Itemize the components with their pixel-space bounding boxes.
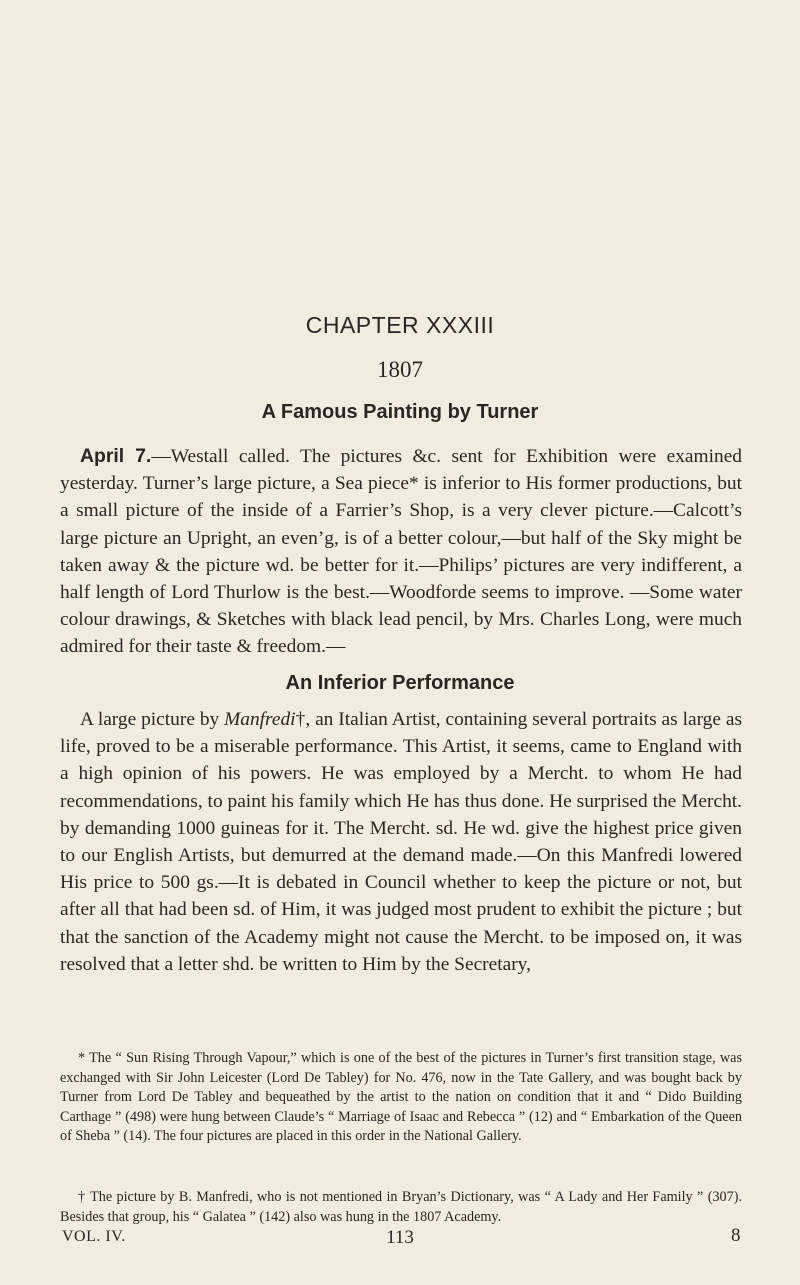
- date-lead: April 7.: [80, 445, 152, 467]
- paragraph-text-rest: , an Italian Artist, containing several portraits as large as life, proved to be a miserable performance. This Artist, it seems, came to England with a high opinion of his powers. He was employed by a Mercht. to whom He had recommendations, to paint his family which He has thus done. He surprised the Mercht. by demanding 1000 guineas for it. The Mercht. sd. He wd. give the highest price given to our English Artists, but demurred at the demand made.—On this Manfredi lowered His price to 500 gs.—It is debated in Council whether to keep the picture or not, but after all that had been sd. of Him, it was judged most prudent to exhibit the picture ; but that the sanction of the Academy might not cause the Mercht. to be imposed on, it was resolved that a letter shd. be written to Him by the Secretary,: [60, 709, 743, 975]
- artist-name: Manfredi: [224, 709, 296, 730]
- paragraph-text-start: A large picture by: [80, 709, 225, 730]
- section-heading-inferior-performance: An Inferior Performance: [285, 672, 515, 694]
- page-number: 113: [386, 1227, 414, 1248]
- chapter-title: CHAPTER XXXIII: [305, 312, 495, 338]
- footnote-mark: †: [295, 709, 306, 730]
- footnote-manfredi: † The picture by B. Manfredi, who is not mentioned in Bryan’s Dictionary, was “ A Lady and Her Family ” (307). Besides that group, his “ Galatea ” (142) also was hung in the 1807 Academy.: [60, 1189, 742, 1225]
- chapter-year: 1807: [377, 357, 423, 382]
- paragraph-april-7: [60, 443, 742, 661]
- signature-mark: 8: [731, 1225, 741, 1246]
- paragraph-manfredi: [60, 706, 742, 978]
- section-heading-famous-painting: A Famous Painting by Turner: [261, 401, 539, 423]
- footnote-sun-rising: * The “ Sun Rising Through Vapour,” which is one of the best of the pictures in Turner’s first transition stage, was exchanged with Sir John Leicester (Lord De Tabley) for No. 476, now in the Tate Gallery, and was bought back by Turner from Lord De Tabley and bequeathed by the artist to the nation on condition that it and “ Dido Building Carthage ” (498) were hung between Claude’s “ Marriage of Isaac and Rebecca ” (12) and “ Embarkation of the Queen of Sheba ” (14). The four pictures are placed in this order in the National Gallery.: [60, 1050, 742, 1145]
- volume-label: VOL. IV.: [62, 1228, 126, 1245]
- paragraph-text: —Westall called. The pictures &c. sent for Exhibition were examined yesterday. Turner’s large picture, a Sea piece* is inferior to His former productions, but a small picture of the inside of a Farrier’s Shop, is a very clever picture.—Calcott’s large picture an Upright, an even’g, is of a better colour,—but half of the Sky might be taken away & the picture wd. be better for it.—Philips’ pictures are very indifferent, a half length of Lord Thurlow is the best.—Woodforde seems to improve. —Some water colour drawings, & Sketches with black lead pencil, by Mrs. Charles Long, were much admired for their taste & freedom.—: [60, 446, 742, 658]
